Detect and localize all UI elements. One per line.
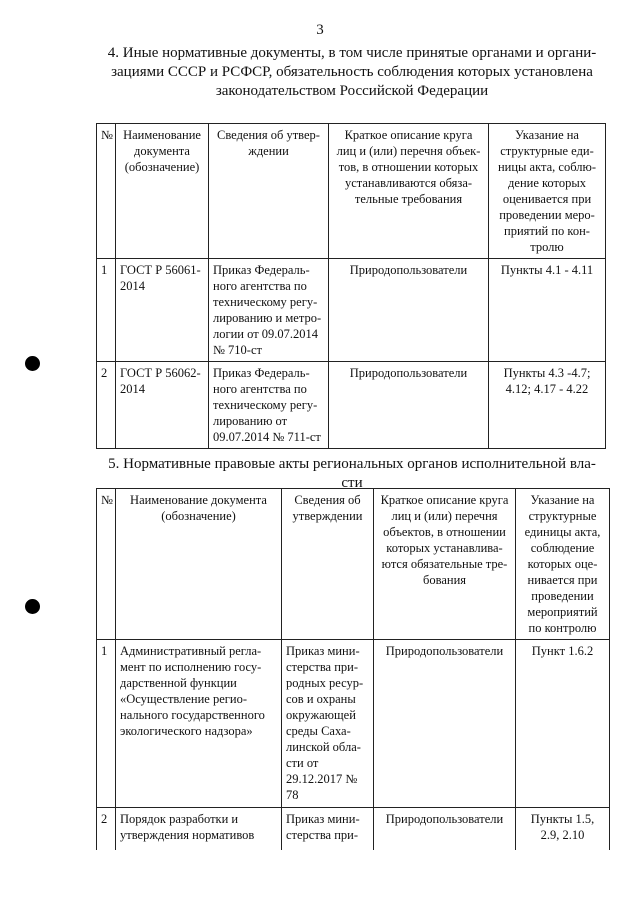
header-text: устанавливаются обяза- — [344, 176, 473, 190]
header-text: тролю — [530, 240, 564, 254]
binder-hole-top — [25, 356, 40, 371]
header-text: дение которых — [508, 176, 586, 190]
section-4-title — [96, 44, 608, 101]
cell-text: Пункт 1.6.2 — [531, 644, 594, 658]
header-subjects — [329, 124, 489, 259]
header-approval — [209, 124, 329, 259]
header-text: бования — [422, 573, 467, 587]
cell-text: Порядок разработки и — [120, 812, 239, 826]
cell-text: утверждения нормативов — [120, 828, 255, 842]
cell-text: окружающей — [286, 708, 356, 722]
header-text: тов, в отношении которых — [338, 160, 479, 174]
section-5-table — [96, 488, 610, 850]
header-text: мероприятий — [527, 605, 598, 619]
cell-text: сти от — [286, 756, 319, 770]
cell-units — [489, 362, 606, 449]
cell-text: Приказ мини- — [286, 812, 360, 826]
section-4-title-line: зациями СССР и РСФСР, обязательность соблюдения которых установлена — [111, 64, 593, 80]
header-text: по контролю — [528, 621, 597, 635]
cell-text: Пункты 1.5, — [530, 812, 595, 826]
header-approval — [282, 489, 374, 640]
header-doc-name — [116, 489, 282, 640]
cell-text: дарственной функции — [120, 676, 237, 690]
header-text: (обозначение) — [124, 160, 200, 174]
cell-number: 2 — [97, 808, 116, 850]
header-number — [97, 124, 116, 259]
cell-text: ГОСТ Р 56061- — [120, 263, 201, 277]
header-text: которых устанавлива- — [386, 541, 503, 555]
header-text: проведении меро- — [499, 208, 595, 222]
header-text: нивается при — [527, 573, 598, 587]
table-header-row — [97, 489, 610, 640]
header-text: (обозначение) — [161, 509, 236, 523]
header-text: Указание на — [530, 493, 595, 507]
cell-number: 2 — [97, 362, 116, 449]
cell-units — [489, 259, 606, 362]
table-row — [97, 640, 610, 808]
header-subjects — [374, 489, 516, 640]
header-text: которых оце- — [527, 557, 598, 571]
cell-text: сов и охраны — [286, 692, 356, 706]
cell-doc-name — [116, 259, 209, 362]
cell-text: 4.12; 4.17 - 4.22 — [505, 382, 589, 396]
header-doc-name — [116, 124, 209, 259]
cell-text: Приказ Федераль- — [213, 366, 310, 380]
section-5-title-line: 5. Нормативные правовые акты региональных органов исполнительной вла- — [108, 456, 596, 472]
header-text: структурные — [528, 509, 597, 523]
cell-text: экологического надзора» — [120, 724, 253, 738]
cell-text: Природопользователи — [349, 263, 468, 277]
header-units — [489, 124, 606, 259]
cell-text: техническому регу- — [213, 295, 318, 309]
header-text: объектов, в отношении — [383, 525, 506, 539]
cell-text: стерства при- — [286, 660, 359, 674]
cell-number: 1 — [97, 259, 116, 362]
header-text: утверждении — [292, 509, 363, 523]
cell-text: лированию от — [213, 414, 288, 428]
cell-text: Природопользователи — [385, 644, 504, 658]
cell-number: 1 — [97, 640, 116, 808]
header-text: лиц и (или) перечня — [391, 509, 498, 523]
header-text: единицы акта, — [524, 525, 601, 539]
cell-text: № 710-ст — [213, 343, 262, 357]
cell-approval — [282, 808, 374, 850]
cell-text: ного агентства по — [213, 382, 307, 396]
cell-text: 09.07.2014 № 711-ст — [213, 430, 321, 444]
cell-approval — [282, 640, 374, 808]
cell-subjects — [329, 259, 489, 362]
section-4-table — [96, 123, 606, 449]
header-text: ждении — [248, 144, 289, 158]
header-units — [516, 489, 610, 640]
table-row — [97, 808, 610, 850]
header-text: тельные требования — [354, 192, 463, 206]
header-text: соблюдение — [530, 541, 595, 555]
cell-text: 78 — [286, 788, 299, 802]
cell-text: ГОСТ Р 56062- — [120, 366, 201, 380]
cell-text: линской обла- — [286, 740, 361, 754]
header-text: приятий по кон- — [504, 224, 590, 238]
section-5-title-line: сти — [341, 475, 363, 491]
cell-doc-name — [116, 362, 209, 449]
cell-text: Приказ Федераль- — [213, 263, 310, 277]
header-text: № — [101, 493, 113, 507]
cell-units — [516, 640, 610, 808]
header-text: Краткое описание круга — [380, 493, 509, 507]
cell-text: Природопользователи — [349, 366, 468, 380]
table-row — [97, 362, 606, 449]
cell-doc-name — [116, 808, 282, 850]
cell-text: родных ресур- — [286, 676, 364, 690]
header-text: ницы акта, соблю- — [497, 160, 597, 174]
cell-text: стерства при- — [286, 828, 359, 842]
header-text: структурные еди- — [500, 144, 594, 158]
header-text: Наименование — [123, 128, 201, 142]
cell-doc-name — [116, 640, 282, 808]
cell-text: мент по исполнению госу- — [120, 660, 262, 674]
header-text: Краткое описание круга — [344, 128, 473, 142]
header-text: лиц и (или) перечня объек- — [336, 144, 481, 158]
cell-text: «Осуществление регио- — [120, 692, 248, 706]
cell-approval — [209, 362, 329, 449]
section-4-title-line: законодательством Российской Федерации — [215, 83, 489, 99]
cell-text: Пункты 4.3 -4.7; — [503, 366, 591, 380]
header-number — [97, 489, 116, 640]
cell-subjects — [329, 362, 489, 449]
cell-text: техническому регу- — [213, 398, 318, 412]
header-text: Наименование документа — [130, 493, 267, 507]
cell-text: Пункты 4.1 - 4.11 — [500, 263, 594, 277]
cell-text: логии от 09.07.2014 — [213, 327, 319, 341]
cell-text: Административный регла- — [120, 644, 262, 658]
header-text: Указание на — [515, 128, 579, 142]
page-number: 3 — [316, 22, 324, 38]
header-text: ются обязательные тре- — [381, 557, 508, 571]
cell-text: Природопользователи — [385, 812, 504, 826]
cell-units — [516, 808, 610, 850]
cell-subjects — [374, 640, 516, 808]
table-header-row — [97, 124, 606, 259]
table-row — [97, 259, 606, 362]
cell-text: 29.12.2017 № — [286, 772, 358, 786]
cell-text: среды Саха- — [286, 724, 351, 738]
cell-subjects — [374, 808, 516, 850]
cell-text: Приказ мини- — [286, 644, 360, 658]
section-4-title-line: 4. Иные нормативные документы, в том числе принятые органами и органи- — [107, 45, 597, 61]
cell-text: ного агентства по — [213, 279, 307, 293]
cell-text: лированию и метро- — [213, 311, 322, 325]
binder-hole-bottom — [25, 599, 40, 614]
cell-text: 2014 — [120, 279, 145, 293]
cell-text: нального государственного — [120, 708, 265, 722]
header-text: № — [101, 128, 113, 142]
header-text: оценивается при — [502, 192, 592, 206]
cell-text: 2014 — [120, 382, 145, 396]
header-text: Сведения об — [294, 493, 361, 507]
header-text: Сведения об утвер- — [217, 128, 320, 142]
cell-approval — [209, 259, 329, 362]
header-text: документа — [134, 144, 190, 158]
cell-text: 2.9, 2.10 — [540, 828, 585, 842]
header-text: проведении — [531, 589, 594, 603]
